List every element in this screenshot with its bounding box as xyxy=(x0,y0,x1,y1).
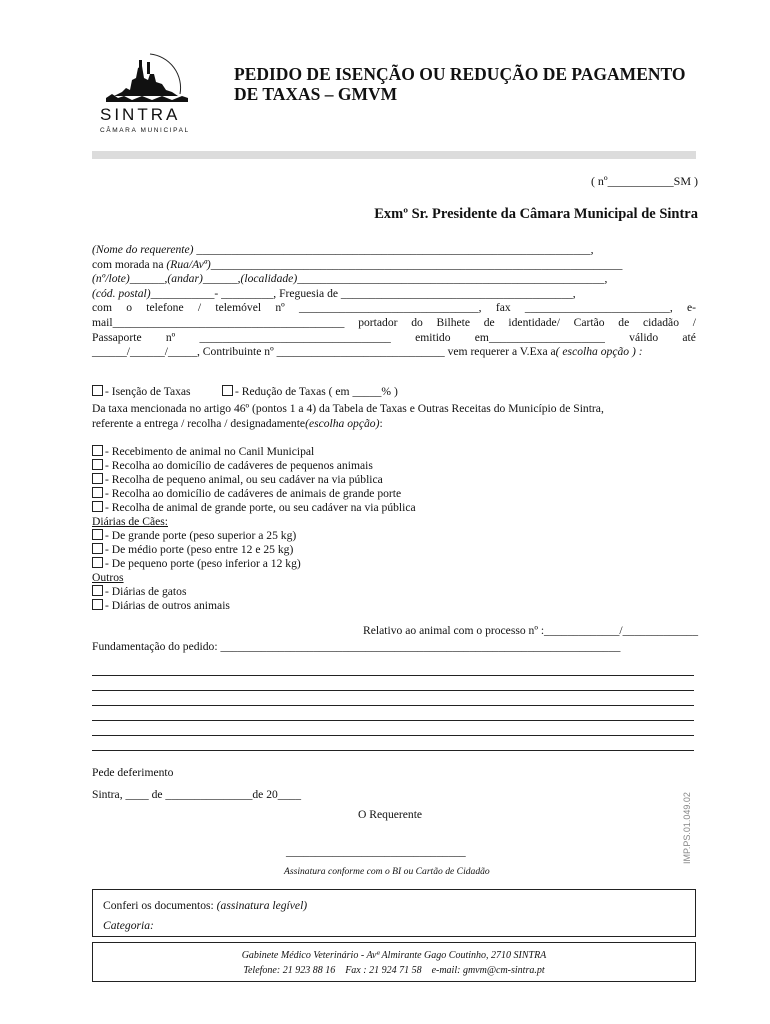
validity-taxpayer-text: ______/______/_____, Contribuinte nº _____________________________ vem requerer a V.Exa a xyxy=(92,345,556,359)
w: _________________________________ xyxy=(199,330,391,344)
services-list xyxy=(92,445,416,613)
w: com xyxy=(92,301,112,315)
w: nº xyxy=(165,330,176,344)
footer-box xyxy=(92,942,696,982)
dog-checkbox[interactable] xyxy=(92,529,103,540)
w: Passaporte xyxy=(92,330,142,344)
blank-line xyxy=(92,706,694,721)
passport-line[interactable] xyxy=(92,331,696,346)
w: portador xyxy=(358,315,398,329)
date-field[interactable]: Sintra, ____ de _______________de 20____ xyxy=(92,788,301,801)
service-option[interactable] xyxy=(92,473,416,487)
footer-contacts: Telefone: 21 923 88 16 Fax : 21 924 71 58 e-mail: gmvm@cm-sintra.pt xyxy=(243,965,545,976)
title-line-1: PEDIDO DE ISENÇÃO OU REDUÇÃO DE PAGAMENTO xyxy=(234,64,686,84)
dog-checkbox[interactable] xyxy=(92,557,103,568)
w: _______________________________, xyxy=(298,301,482,315)
dog-label: - De médio porte (peso entre 12 e 25 kg) xyxy=(105,543,294,556)
service-checkbox[interactable] xyxy=(92,445,103,456)
other-label: - Diárias de gatos xyxy=(105,585,187,598)
service-label: - Recolha ao domicílio de cadáveres de animais de grande porte xyxy=(105,487,402,500)
w: emitido xyxy=(415,330,451,344)
w: / xyxy=(692,315,696,329)
reduction-checkbox[interactable] xyxy=(222,385,233,396)
w: nº xyxy=(275,301,285,315)
tax-paragraph-line-2 xyxy=(92,417,696,432)
t: referente a entrega / recolha / designadamente xyxy=(92,416,306,430)
w: mail________________________________________ xyxy=(92,315,345,329)
other-option[interactable] xyxy=(92,585,416,599)
service-checkbox[interactable] xyxy=(92,501,103,512)
service-option[interactable] xyxy=(92,501,416,515)
svg-text:CÂMARA MUNICIPAL: CÂMARA MUNICIPAL xyxy=(100,127,190,134)
t: : xyxy=(379,416,383,430)
w: cidadão xyxy=(642,315,679,329)
postal-hint: (cód. postal) xyxy=(92,286,151,300)
w: do xyxy=(411,315,423,329)
w: / xyxy=(197,301,202,315)
name-line: (Nome do requerente) ____________________________________________________________________, xyxy=(92,243,594,256)
blank-line xyxy=(92,691,694,706)
w: Cartão xyxy=(573,315,605,329)
validity-taxpayer-line[interactable] xyxy=(92,345,696,360)
signature-caption: Assinatura conforme com o BI ou Cartão de Cidadão xyxy=(284,866,490,877)
form-title xyxy=(234,64,724,104)
other-checkbox[interactable] xyxy=(92,585,103,596)
reference-number-field[interactable]: ( nº___________SM ) xyxy=(590,174,698,188)
service-option[interactable] xyxy=(92,487,416,501)
t: (assinatura legível) xyxy=(216,899,308,912)
reduction-label: - Redução de Taxas ( em _____% ) xyxy=(235,385,398,398)
other-option[interactable] xyxy=(92,599,416,613)
name-field[interactable] xyxy=(92,243,696,258)
w: em____________________ xyxy=(474,330,605,344)
blank-line xyxy=(92,676,694,691)
w: de xyxy=(618,315,630,329)
requester-label: O Requerente xyxy=(358,808,423,821)
signature-line[interactable]: _______________________________ xyxy=(286,845,466,858)
verification-box[interactable] xyxy=(92,889,696,937)
floor-blank: ______, xyxy=(202,272,241,286)
requester-details xyxy=(92,243,696,360)
lot-floor-locality-field[interactable] xyxy=(92,272,696,287)
w: o xyxy=(126,301,133,315)
dog-option[interactable] xyxy=(92,529,416,543)
dog-label: - De pequeno porte (peso inferior a 12 kg) xyxy=(105,557,301,570)
other-section-heading: Outros xyxy=(92,571,124,584)
service-label: - Recolha ao domicílio de cadáveres de pequenos animais xyxy=(105,459,373,472)
service-label: - Recolha de pequeno animal, ou seu cadáver na via pública xyxy=(105,473,383,486)
header-divider-band xyxy=(92,151,696,159)
exemption-checkbox[interactable] xyxy=(92,385,103,396)
verification-line-1 xyxy=(103,896,685,916)
service-checkbox[interactable] xyxy=(92,487,103,498)
postal-parish-blank: ___________- _________, Freguesia de ________________________________________, xyxy=(150,286,576,300)
locality-hint: (localidade) xyxy=(240,272,298,286)
process-number-field[interactable]: Relativo ao animal com o processo nº :_____________/_____________ xyxy=(363,624,698,637)
blank-line xyxy=(92,661,694,676)
reduction-option[interactable] xyxy=(222,385,398,399)
address-blank: _______________________________________________________________________ xyxy=(210,257,623,271)
addressee: Exmº Sr. Presidente da Câmara Municipal de Sintra xyxy=(374,206,698,222)
category-label: Categoria: xyxy=(103,919,154,932)
dog-checkbox[interactable] xyxy=(92,543,103,554)
lot-hint: (nº/lote) xyxy=(92,272,130,286)
dog-option[interactable] xyxy=(92,557,416,571)
w: e- xyxy=(686,301,696,315)
postal-parish-field[interactable] xyxy=(92,287,696,302)
locality-blank: _____________________________________________________, xyxy=(297,272,608,286)
dog-section-heading: Diárias de Cães: xyxy=(92,515,168,528)
form-code: IMP.PS.01.049.02 xyxy=(682,792,692,864)
w: Bilhete xyxy=(436,315,471,329)
tax-paragraph xyxy=(92,402,696,431)
address-label: com morada na xyxy=(92,257,164,271)
exemption-option[interactable] xyxy=(92,385,191,399)
blank-line xyxy=(92,721,694,736)
footer-address: Gabinete Médico Veterinário - Avª Almirante Gago Coutinho, 2710 SINTRA xyxy=(241,950,547,961)
floor-hint: (andar) xyxy=(167,272,203,286)
other-label: - Diárias de outros animais xyxy=(105,599,230,612)
address-field[interactable] xyxy=(92,258,696,273)
dog-label: - De grande porte (peso superior a 25 kg) xyxy=(105,529,297,542)
tax-paragraph-line-1: Da taxa mencionada no artigo 46º (pontos 1 a 4) da Tabela de Taxas e Outras Receitas do Município de Sintra, xyxy=(92,402,604,415)
castle-emblem-icon xyxy=(92,50,212,140)
form-code-stamp xyxy=(676,786,698,870)
w: telefone xyxy=(146,301,184,315)
w: telemóvel xyxy=(215,301,262,315)
w: identidade/ xyxy=(508,315,560,329)
grounds-label[interactable]: Fundamentação do pedido: _____________________________________________________________________ xyxy=(92,640,621,653)
w: fax xyxy=(495,301,511,315)
svg-text:SINTRA: SINTRA xyxy=(100,105,181,124)
t: Conferi os documentos: xyxy=(103,899,217,912)
lot-blank: ______, xyxy=(129,272,168,286)
w: válido xyxy=(629,330,659,344)
other-checkbox[interactable] xyxy=(92,599,103,610)
service-checkbox[interactable] xyxy=(92,459,103,470)
blank-line xyxy=(92,736,694,751)
w: até xyxy=(682,330,696,344)
phone-fax-line[interactable] xyxy=(92,301,696,316)
email-id-line[interactable] xyxy=(92,316,696,331)
service-label: - Recolha de animal de grande porte, ou seu cadáver na via pública xyxy=(105,501,416,514)
t: (escolha opção) xyxy=(305,416,380,430)
request-closing: Pede deferimento xyxy=(92,766,174,779)
w: de xyxy=(483,315,495,329)
service-label: - Recebimento de animal no Canil Municipal xyxy=(105,445,315,458)
title-line-2: DE TAXAS – GMVM xyxy=(234,84,398,104)
service-checkbox[interactable] xyxy=(92,473,103,484)
service-option[interactable] xyxy=(92,459,416,473)
dog-option[interactable] xyxy=(92,543,416,557)
address-hint: (Rua/Avª) xyxy=(166,257,211,271)
grounds-text-area[interactable] xyxy=(92,661,694,751)
exemption-label: - Isenção de Taxas xyxy=(105,385,191,398)
choose-option-hint: ( escolha opção ) : xyxy=(555,345,643,359)
sintra-municipal-logo xyxy=(92,50,212,140)
service-option[interactable] xyxy=(92,445,416,459)
w: _________________________, xyxy=(524,301,673,315)
